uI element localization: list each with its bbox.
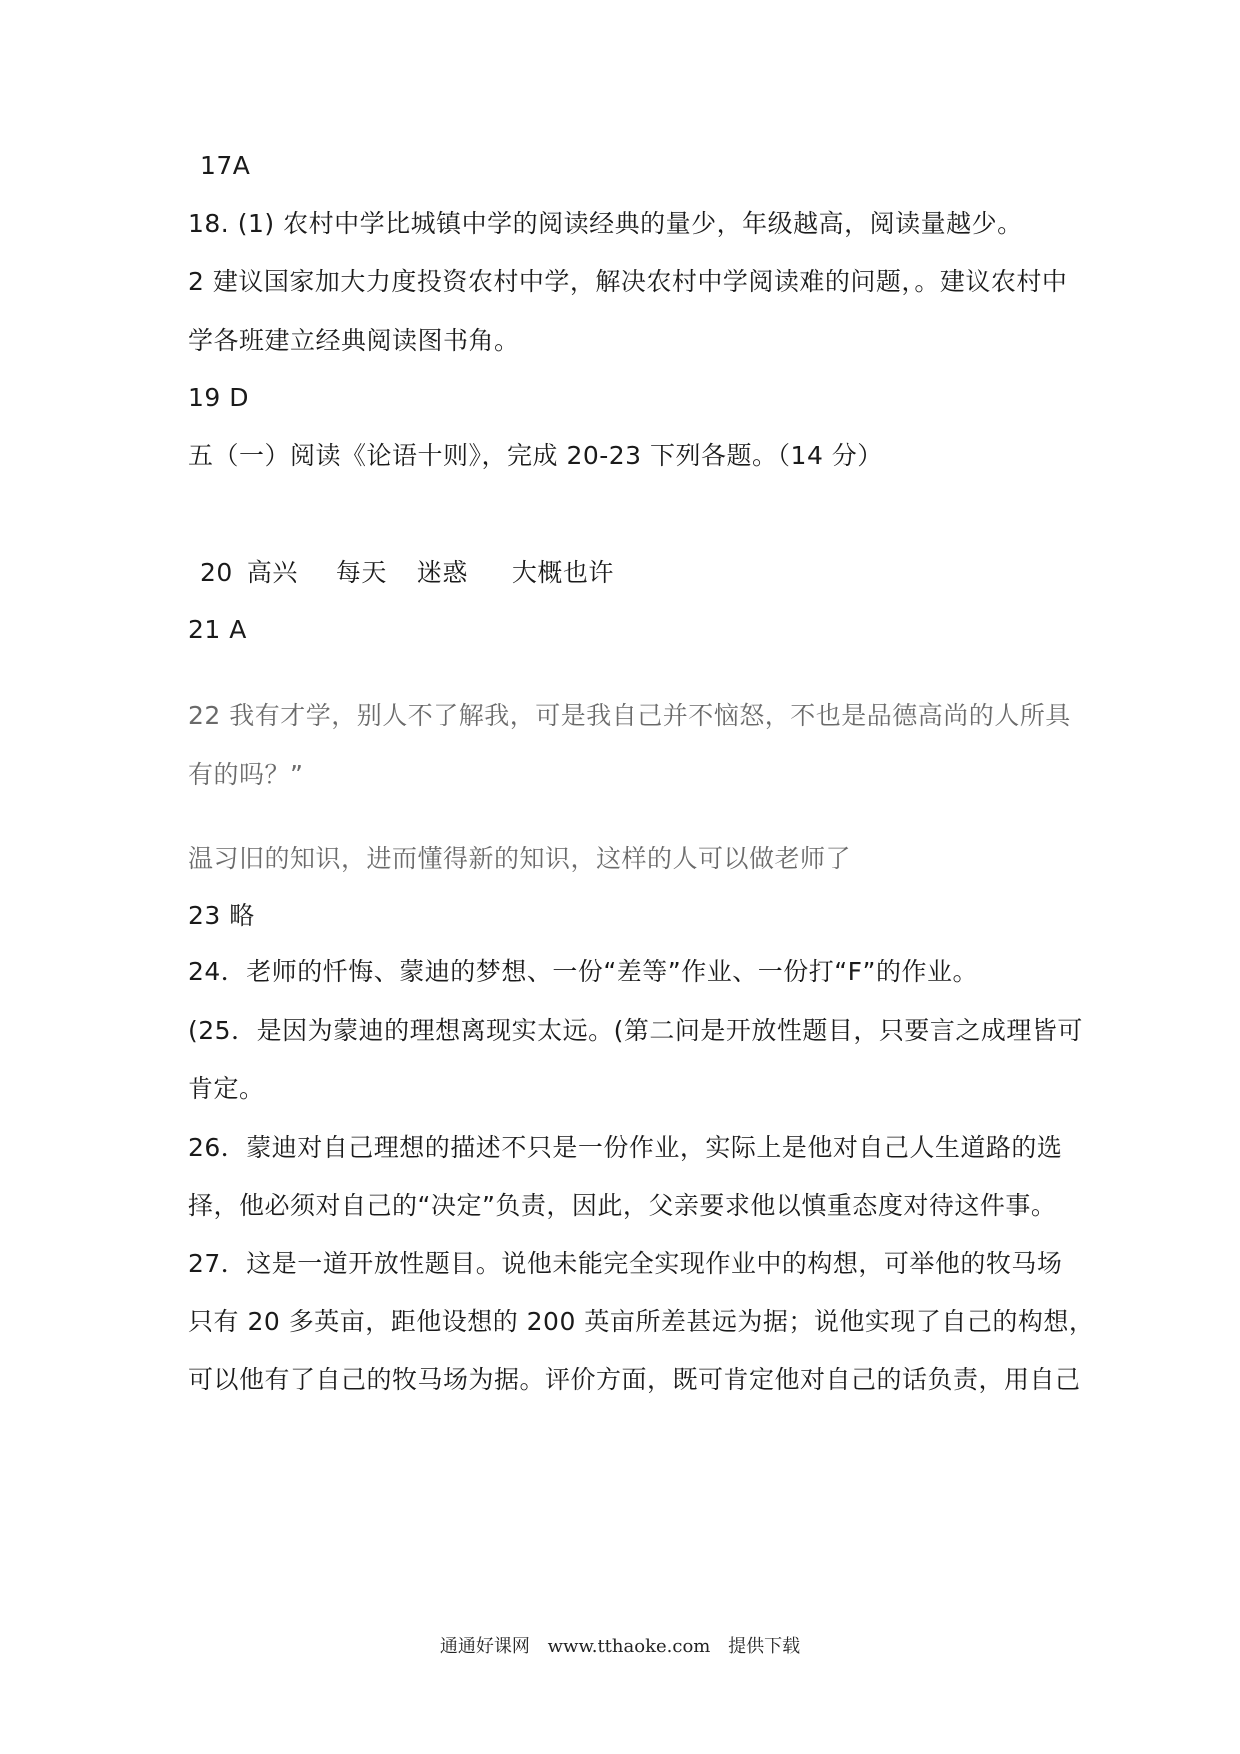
answer-25-line1: (25．是因为蒙迪的理想离现实太远。(第二问是开放性题目，只要言之成理皆可: [188, 1016, 1083, 1045]
answer-27-line2: 只有 20 多英亩，距他设想的 200 英亩所差甚远为据；说他实现了自己的构想，: [188, 1307, 1095, 1336]
answer-20-word-1: 高兴: [246, 558, 298, 587]
answer-24: 24．老师的忏悔、蒙迪的梦想、一份“差等”作业、一份打“F”的作业。: [188, 957, 979, 986]
footer-suffix: 提供下载: [728, 1636, 801, 1657]
answer-20-word-2: 每天: [335, 558, 387, 587]
answer-25-line2: 肯定。: [188, 1074, 265, 1103]
answer-26-line2: 择，他必须对自己的“决定”负责，因此，父亲要求他以慎重态度对待这件事。: [188, 1191, 1057, 1220]
answer-20-word-4: 大概也许: [511, 558, 614, 587]
answer-19: 19 D: [188, 383, 250, 412]
answer-20-number: 20: [200, 558, 233, 587]
answer-21: 21 A: [188, 615, 247, 644]
answer-18-part1: 18. (1) 农村中学比城镇中学的阅读经典的量少，年级越高，阅读量越少。: [188, 209, 1023, 238]
answer-18-part2-line1: 2 建议国家加大力度投资农村中学，解决农村中学阅读难的问题，。建议农村中: [188, 267, 1068, 296]
answer-20-word-3: 迷惑: [416, 558, 468, 587]
section-5-heading: 五（一）阅读《论语十则》，完成 20-23 下列各题。（14 分）: [188, 441, 883, 470]
answer-20: [200, 557, 614, 589]
answer-18-part2-line2: 学各班建立经典阅读图书角。: [188, 326, 520, 355]
answer-27-line3: 可以他有了自己的牧马场为据。评价方面，既可肯定他对自己的话负责，用自己: [188, 1365, 1081, 1394]
footer-site-name: 通通好课网: [439, 1636, 530, 1657]
answer-22-line2: 有的吗？”: [188, 760, 304, 789]
answer-22-line1: 22 我有才学，别人不了解我，可是我自己并不恼怒，不也是品德高尚的人所具: [188, 701, 1071, 730]
answer-17: 17A: [200, 151, 251, 180]
footer-url[interactable]: www.tthaoke.com: [547, 1636, 711, 1657]
answer-22-line3: 温习旧的知识，进而懂得新的知识，这样的人可以做老师了: [188, 844, 852, 873]
answer-23: 23 略: [188, 901, 255, 930]
answer-27-line1: 27．这是一道开放性题目。说他未能完全实现作业中的构想，可举他的牧马场: [188, 1249, 1063, 1278]
page-footer: [0, 1632, 1240, 1658]
answer-26-line1: 26．蒙迪对自己理想的描述不只是一份作业，实际上是他对自己人生道路的选: [188, 1133, 1063, 1162]
